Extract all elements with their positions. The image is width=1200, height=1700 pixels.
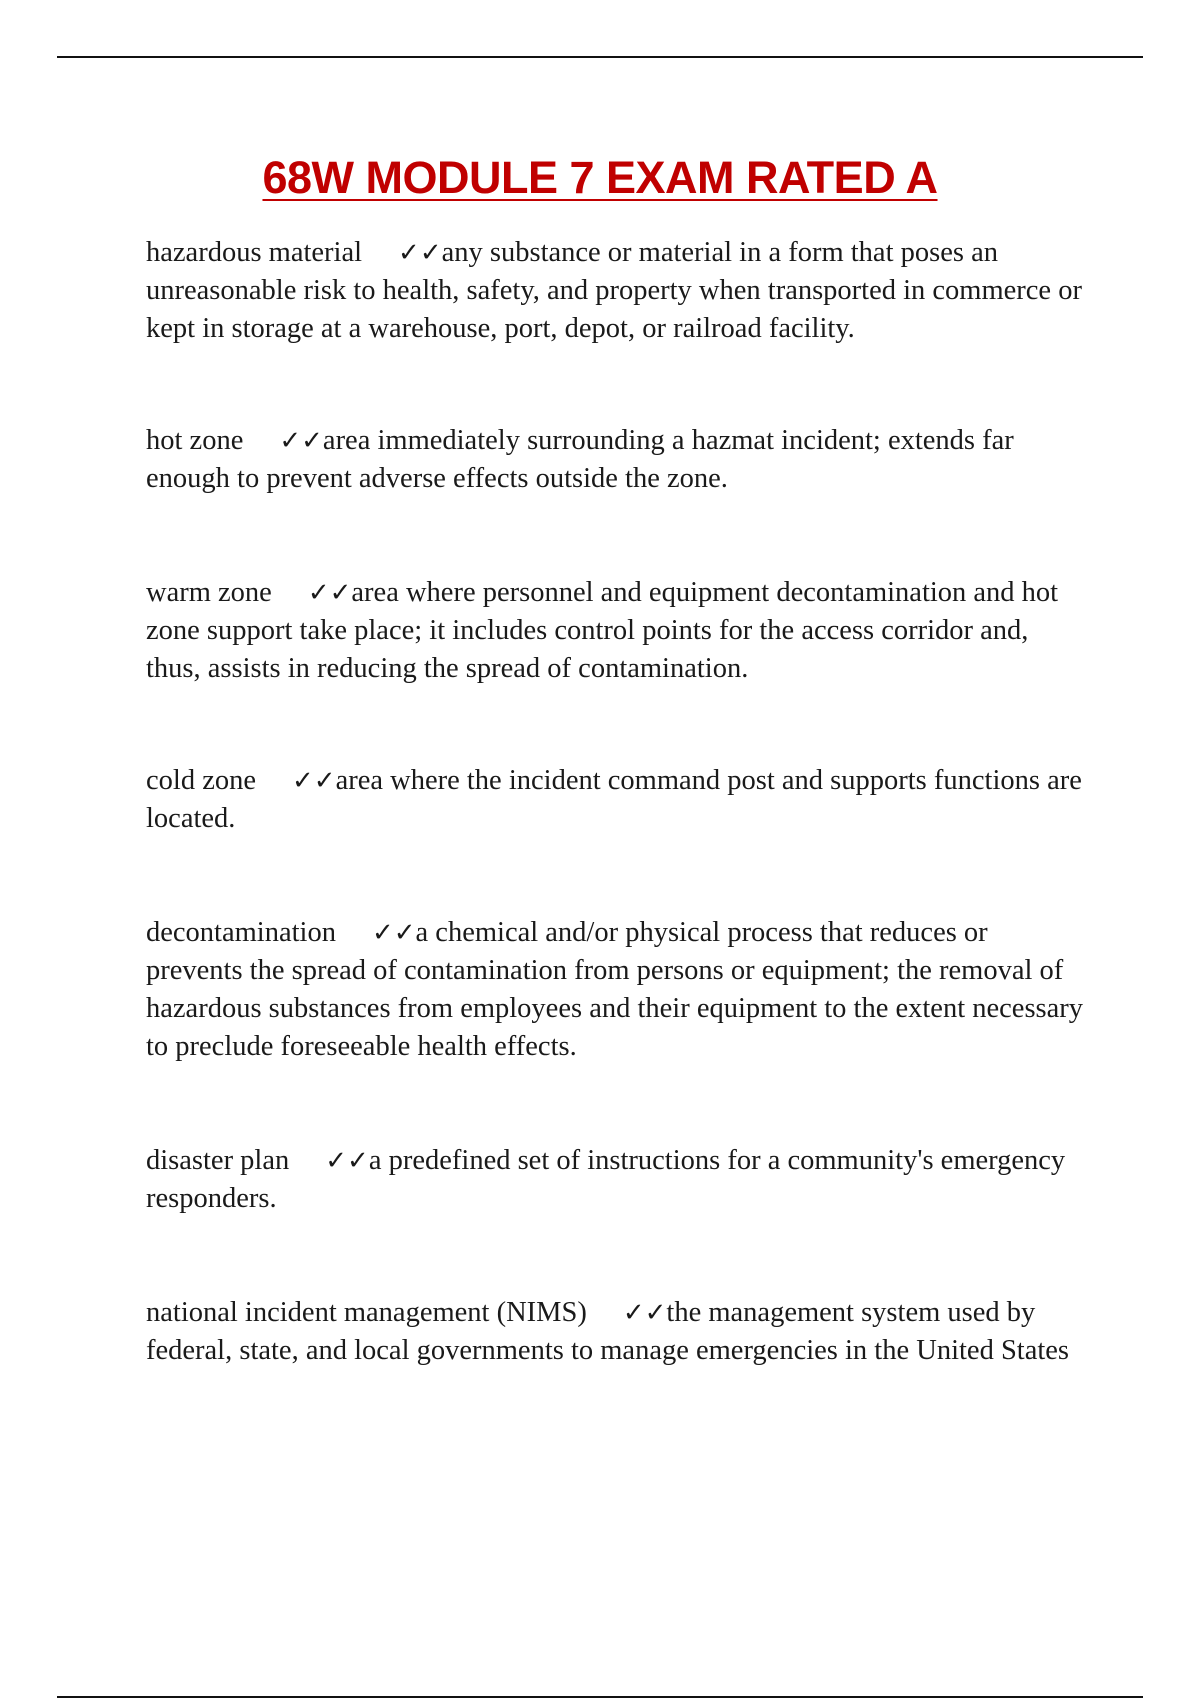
entry-hot-zone	[146, 422, 1086, 498]
entry-definition: a predefined set of instructions for a community's emergency responders.	[146, 1145, 1066, 1214]
entry-term: disaster plan	[146, 1145, 290, 1176]
entry-definition: a chemical and/or physical process that reduces or prevents the spread of contamination from persons or equipment; the removal of hazardous substances from employees and their equipment to the extent necessary to preclude foreseeable health effects.	[146, 917, 1084, 1062]
entry-term: cold zone	[146, 765, 256, 796]
page-title-text: 68W MODULE 7 EXAM RATED A	[262, 152, 938, 203]
entry-definition: any substance or material in a form that poses an unreasonable risk to health, safety, and property when transported in commerce or kept in storage at a warehouse, port, depot, or railroad facility.	[146, 237, 1082, 344]
check-icon: ✓✓	[325, 1146, 369, 1176]
entry-warm-zone	[146, 574, 1086, 688]
entry-definition: the management system used by federal, state, and local governments to manage emergencies in the United States	[146, 1297, 1070, 1366]
page-title	[0, 150, 1200, 206]
entry-hazardous-material	[146, 234, 1086, 348]
entry-nims	[146, 1294, 1086, 1370]
entry-cold-zone	[146, 762, 1086, 838]
entry-definition: area immediately surrounding a hazmat incident; extends far enough to prevent adverse effects outside the zone.	[146, 425, 1014, 494]
check-icon: ✓✓	[371, 918, 416, 948]
footer-rule	[57, 1696, 1143, 1698]
entry-disaster-plan	[146, 1142, 1086, 1218]
entry-decontamination	[146, 914, 1086, 1066]
check-icon: ✓✓	[398, 238, 442, 268]
check-icon: ✓✓	[292, 766, 336, 796]
entry-term: warm zone	[146, 577, 272, 608]
entry-term: hot zone	[146, 425, 244, 456]
check-icon: ✓✓	[622, 1298, 667, 1328]
entry-definition: area where personnel and equipment decontamination and hot zone support take place; it includes control points for the access corridor and, thus, assists in reducing the spread of contamination.	[146, 577, 1059, 684]
entry-term: hazardous material	[146, 237, 363, 268]
header-rule	[57, 56, 1143, 58]
entry-term: national incident management (NIMS)	[146, 1297, 587, 1328]
check-icon: ✓✓	[279, 426, 323, 456]
entry-term: decontamination	[146, 917, 336, 948]
check-icon: ✓✓	[307, 578, 352, 608]
entry-definition: area where the incident command post and supports functions are located.	[146, 765, 1082, 834]
